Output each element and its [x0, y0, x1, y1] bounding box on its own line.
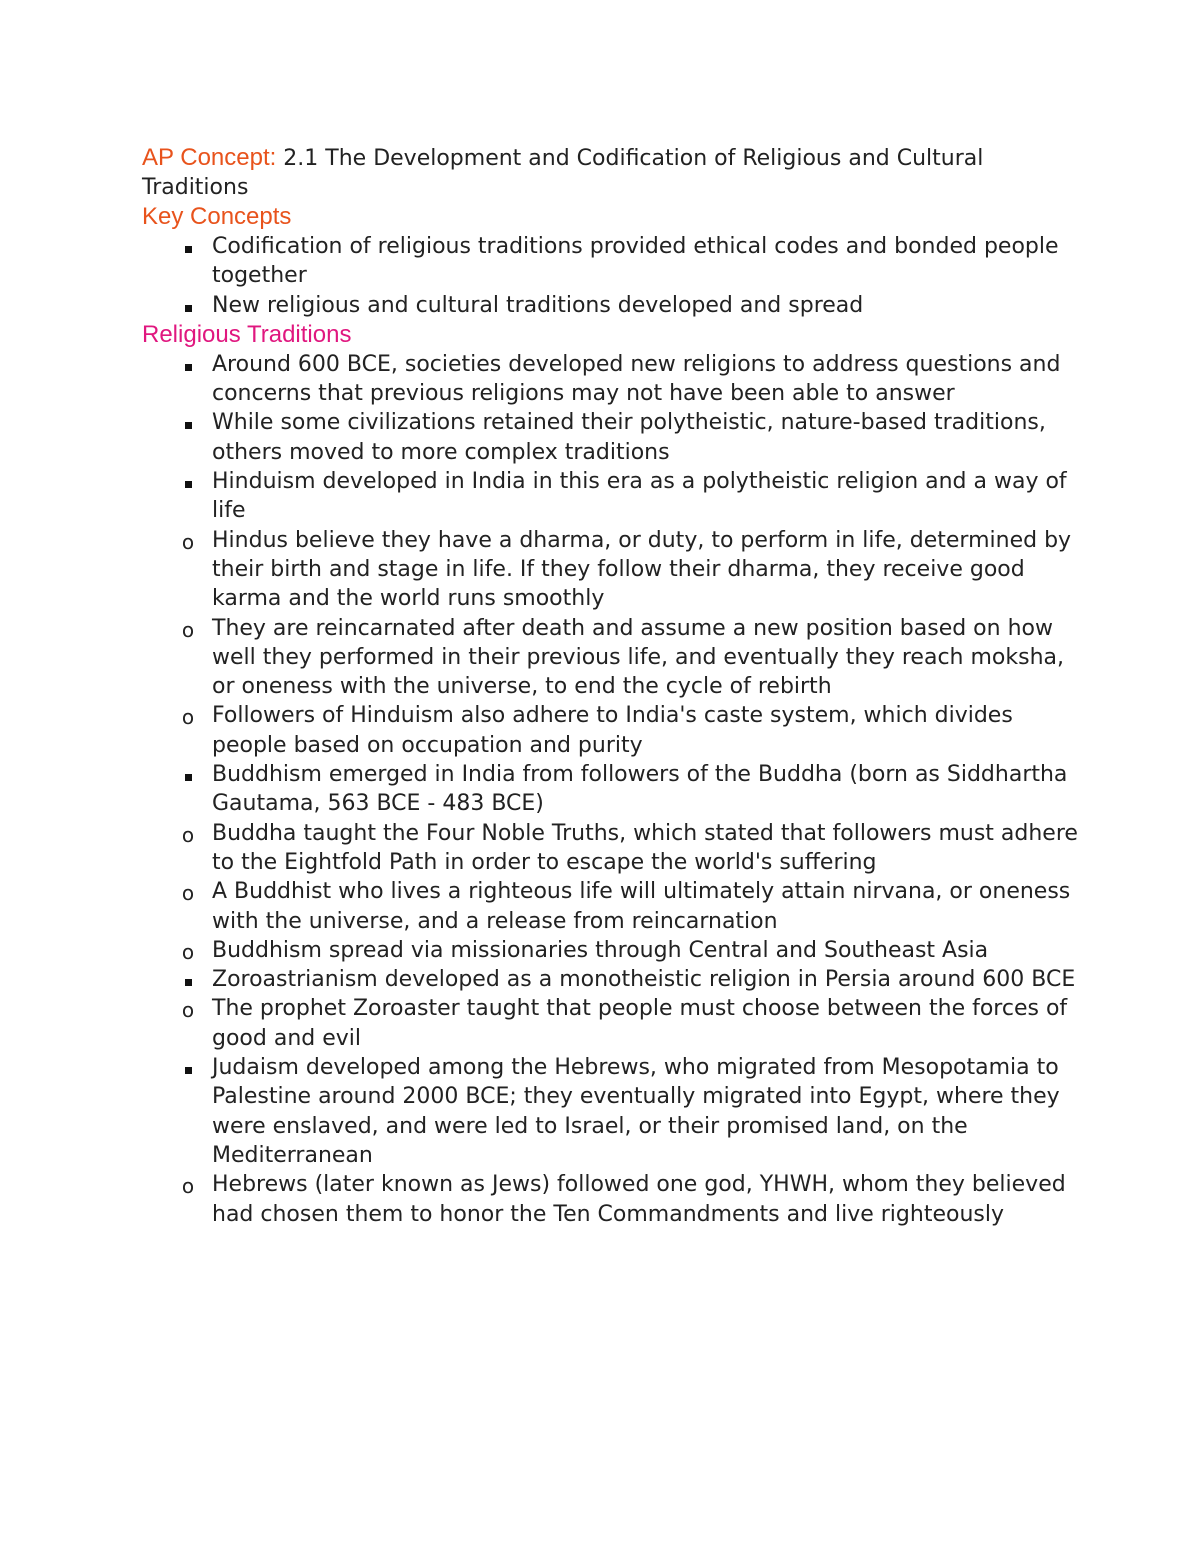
document-page [142, 143, 1082, 1229]
square-bullet-icon [178, 408, 198, 437]
square-bullet-icon [178, 965, 198, 994]
list-item [142, 701, 1082, 760]
list-item [142, 760, 1082, 819]
list-item-text: New religious and cultural traditions developed and spread [212, 292, 864, 318]
list-item [142, 291, 1082, 320]
circle-bullet-icon: o [181, 822, 195, 847]
list-item-text: A Buddhist who lives a righteous life will ultimately attain nirvana, or oneness with the universe, and a release from reincarnation [212, 879, 1071, 934]
document-title [142, 143, 1082, 202]
list-item [142, 819, 1082, 878]
list-item-text: While some civilizations retained their polytheistic, nature-based traditions, others moved to more complex traditions [212, 410, 1046, 465]
list-item [142, 232, 1082, 291]
key-concepts-heading: Key Concepts [142, 203, 292, 230]
title-text: 2.1 The Development and Codification of Religious and Cultural Traditions [142, 146, 984, 200]
list-item-text: Hebrews (later known as Jews) followed one god, YHWH, whom they believed had chosen them to honor the Ten Commandments and live righteously [212, 1172, 1066, 1227]
list-item-text: Hindus believe they have a dharma, or duty, to perform in life, determined by their birth and stage in life. If they follow their dharma, they receive good karma and the world runs smoothly [212, 527, 1072, 612]
list-item-text: Buddhism emerged in India from followers of the Buddha (born as Siddhartha Gautama, 563 BCE - 483 BCE) [212, 762, 1068, 817]
religious-traditions-list [142, 350, 1082, 1229]
list-item-text: The prophet Zoroaster taught that people must choose between the forces of good and evil [212, 996, 1068, 1051]
title-label: AP Concept: [142, 144, 277, 171]
circle-bullet-icon: o [181, 881, 195, 906]
religious-traditions-heading: Religious Traditions [142, 320, 352, 348]
circle-bullet-icon: o [181, 705, 195, 730]
circle-bullet-icon: o [181, 1174, 195, 1199]
list-item [142, 877, 1082, 936]
list-item-text: They are reincarnated after death and assume a new position based on how well they performed in their previous life, and eventually they reach moksha, or oneness with the universe, to end the cycle of rebirth [212, 615, 1064, 700]
list-item [142, 936, 1082, 965]
list-item-text: Followers of Hinduism also adhere to India's caste system, which divides people based on occupation and purity [212, 703, 1013, 758]
list-item [142, 1053, 1082, 1170]
circle-bullet-icon: o [181, 529, 195, 554]
list-item-text: Judaism developed among the Hebrews, who migrated from Mesopotamia to Palestine around 2000 BCE; they eventually migrated into Egypt, where they were enslaved, and were led to Israel, or their promised land, on the Mediterranean [212, 1055, 1060, 1168]
list-item-text: Codification of religious traditions provided ethical codes and bonded people together [212, 234, 1059, 289]
list-item [142, 467, 1082, 526]
list-item [142, 408, 1082, 467]
square-bullet-icon [178, 291, 198, 320]
list-item-text: Buddhism spread via missionaries through Central and Southeast Asia [212, 937, 989, 963]
circle-bullet-icon: o [181, 939, 195, 964]
list-item-text: Hinduism developed in India in this era as a polytheistic religion and a way of life [212, 469, 1067, 524]
square-bullet-icon [178, 350, 198, 379]
list-item-text: Zoroastrianism developed as a monotheistic religion in Persia around 600 BCE [212, 967, 1076, 993]
list-item [142, 614, 1082, 702]
square-bullet-icon [178, 760, 198, 789]
list-item [142, 526, 1082, 614]
circle-bullet-icon: o [181, 998, 195, 1023]
list-item [142, 1170, 1082, 1229]
square-bullet-icon [178, 232, 198, 261]
list-item [142, 350, 1082, 409]
list-item [142, 994, 1082, 1053]
list-item-text: Buddha taught the Four Noble Truths, which stated that followers must adhere to the Eightfold Path in order to escape the world's suffering [212, 820, 1078, 875]
key-concepts-list [142, 232, 1082, 320]
circle-bullet-icon: o [181, 617, 195, 642]
square-bullet-icon [178, 467, 198, 496]
list-item [142, 965, 1082, 994]
list-item-text: Around 600 BCE, societies developed new religions to address questions and concerns that previous religions may not have been able to answer [212, 351, 1061, 407]
square-bullet-icon [178, 1053, 198, 1082]
